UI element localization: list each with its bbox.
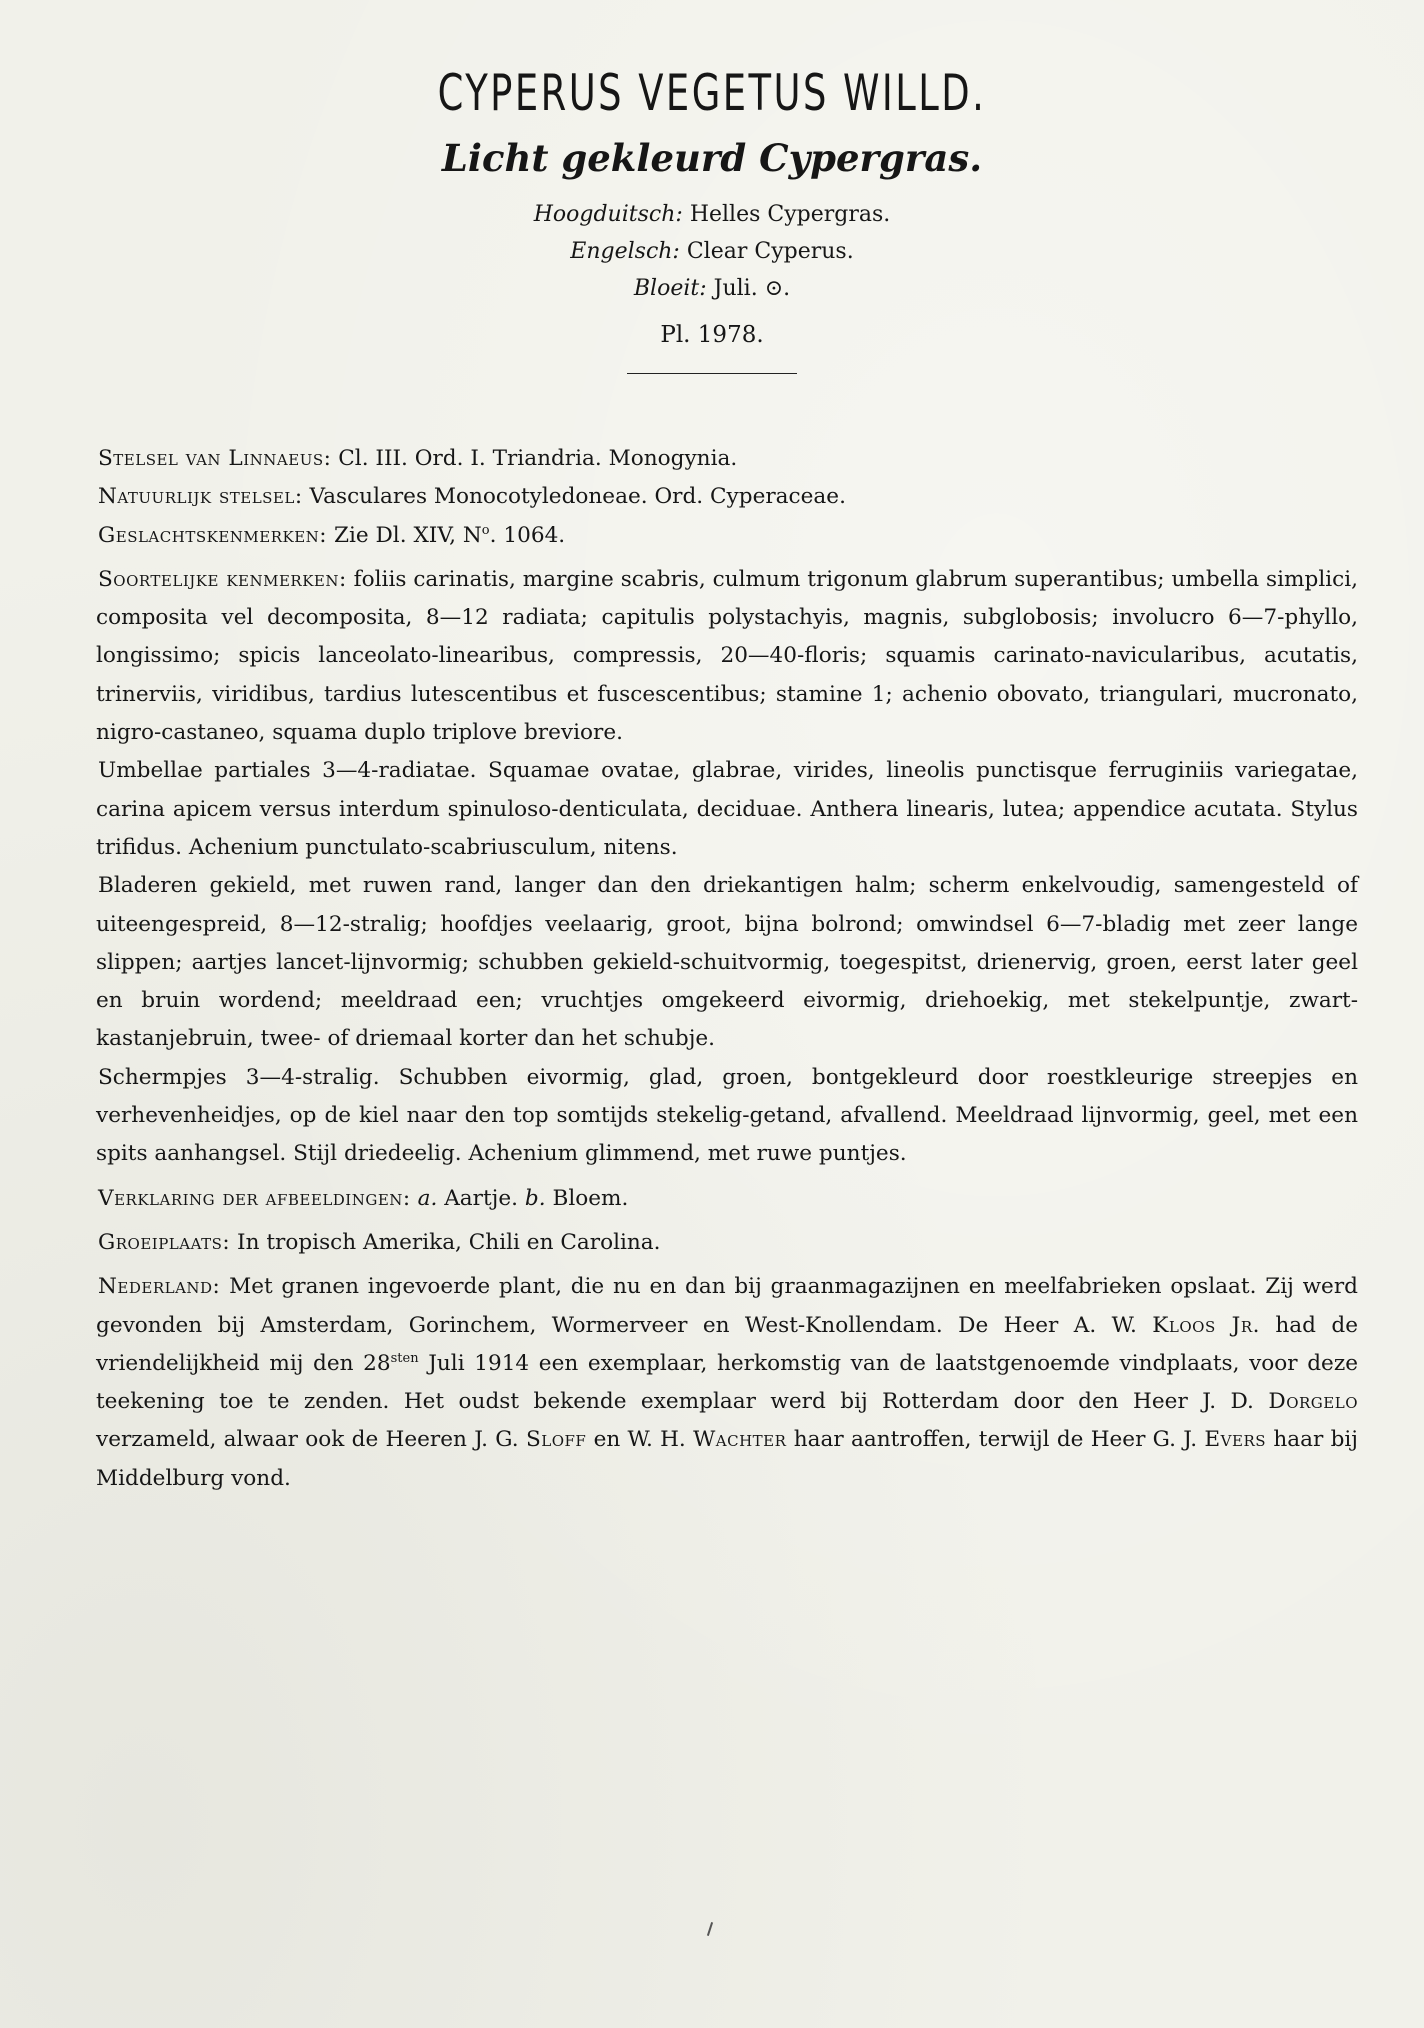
geslacht-label: Geslachtskenmerken:	[98, 522, 328, 548]
paragraph-geslacht	[96, 517, 1358, 555]
paragraph-stelsel	[96, 440, 1358, 478]
geslacht-sup: o	[481, 522, 490, 538]
name-english-value: Clear Cyperus.	[686, 239, 854, 264]
verklaring-a: a.	[417, 1185, 438, 1211]
person-kloos: Kloos Jr.	[1152, 1312, 1260, 1338]
name-german-label: Hoogduitsch:	[533, 202, 683, 227]
person-evers: Evers	[1204, 1427, 1267, 1453]
person-dorgelo: Dorgelo	[1268, 1389, 1358, 1415]
body-text	[96, 440, 1358, 1504]
groeiplaats-label: Groeiplaats:	[98, 1229, 231, 1255]
paragraph-schermpjes	[96, 1059, 1358, 1174]
plate-number: Pl. 1978.	[660, 322, 764, 348]
nederland-text-2: had de vriendelijkheid mij den 28	[96, 1312, 1358, 1376]
umbellae-text: Umbellae partiales 3—4-radiatae. Squamae ovatae, glabrae, virides, lineolis punctisque ferruginiis variegatae, carina apicem versus interdum spinuloso-denticulata, deciduae. Anthera linearis, lutea; appendice acutata. Stylus trifidus. Achenium punctulato-scabriusculum, nitens.	[96, 758, 1358, 860]
verklaring-b-text: Bloem.	[552, 1185, 629, 1211]
divider-rule	[627, 373, 797, 374]
stelsel-label: Stelsel van Linnaeus:	[98, 446, 332, 471]
species-title: CYPERUS VEGETUS WILLD.	[437, 64, 987, 122]
soortelijke-text: foliis carinatis, margine scabris, culmum trigonum glabrum superantibus; umbella simplici, composita vel decomposita, 8—12 radiata; capitulis polystachyis, magnis, subglobosis; involucro 6—7-phyllo, longissimo; spicis lanceolato-linearibus, compressis, 20—40-floris; squamis carinato-navicularibus, acutatis, trinerviis, viridibus, tardius lutescentibus et fuscescentibus; stamine 1; achenio obovato, triangulari, mucronato, nigro-castaneo, squama duplo triplove breviore.	[96, 566, 1358, 746]
dutch-common-name: Licht gekleurd Cypergras.	[441, 136, 983, 180]
paragraph-verklaring	[96, 1180, 1358, 1218]
name-english	[0, 233, 1424, 270]
verklaring-a-text: Aartje.	[444, 1185, 519, 1211]
flowering	[0, 270, 1424, 307]
title-block	[0, 62, 1424, 374]
nederland-text-6: haar aantroffen, terwijl de Heer G. J.	[786, 1427, 1205, 1453]
natuurlijk-text: Vasculares Monocotyledoneae. Ord. Cyperaceae.	[309, 484, 846, 510]
nederland-text-4: verzameld, alwaar ook de Heeren J. G.	[96, 1427, 526, 1453]
natuurlijk-label: Natuurlijk stelsel:	[98, 484, 303, 510]
geslacht-text: Zie Dl. XIV, N	[333, 522, 482, 548]
name-english-label: Engelsch:	[570, 239, 680, 264]
person-sloff: Sloff	[525, 1427, 587, 1453]
paragraph-soortelijke	[96, 561, 1358, 752]
name-german-value: Helles Cypergras.	[689, 202, 891, 227]
verklaring-b: b.	[524, 1185, 546, 1211]
page-mark	[707, 1922, 713, 1936]
nederland-text-3: Juli 1914 een exemplaar, herkomstig van de laatstgenoemde vindplaats, voor deze teekening toe te zenden. Het oudst bekende exemplaar werd bij Rotterdam door den Heer J. D.	[96, 1350, 1358, 1415]
paragraph-nederland	[96, 1268, 1358, 1498]
person-wachter: Wachter	[693, 1427, 787, 1453]
common-names	[0, 196, 1424, 307]
soortelijke-label: Soortelijke kenmerken:	[98, 566, 347, 592]
name-german	[0, 196, 1424, 233]
flowering-label: Bloeit:	[633, 276, 707, 301]
stelsel-text: Cl. III. Ord. I. Triandria. Monogynia.	[338, 446, 738, 471]
nederland-sup: sten	[390, 1350, 419, 1366]
verklaring-label: Verklaring der afbeeldingen:	[98, 1185, 411, 1211]
paragraph-umbellae	[96, 752, 1358, 867]
paragraph-groeiplaats	[96, 1224, 1358, 1262]
geslacht-text-after: . 1064.	[489, 522, 566, 548]
groeiplaats-text: In tropisch Amerika, Chili en Carolina.	[237, 1229, 661, 1255]
nederland-text-1: Met granen ingevoerde plant, die nu en dan bij graanmagazijnen en meelfabrieken opslaat. Zij werd gevonden bij Amsterdam, Gorinchem, Wormerveer en West-Knollendam. De Heer A. W.	[96, 1274, 1358, 1338]
nederland-label: Nederland:	[98, 1274, 221, 1300]
nederland-text-7: haar bij Middelburg vond.	[96, 1427, 1358, 1491]
schermpjes-text: Schermpjes 3—4-stralig. Schubben eivormig, glad, groen, bontgekleurd door roestkleurige streepjes en verhevenheidjes, op de kiel naar den top somtijds stekelig-getand, afvallend. Meeldraad lijnvormig, geel, met een spits aanhangsel. Stijl driedeelig. Achenium glimmend, met ruwe puntjes.	[96, 1064, 1358, 1167]
nederland-text-5: en W. H.	[586, 1427, 694, 1453]
paragraph-bladeren	[96, 867, 1358, 1058]
flowering-value: Juli. ⊙.	[713, 276, 791, 301]
paragraph-natuurlijk	[96, 478, 1358, 516]
bladeren-text: Bladeren gekield, met ruwen rand, langer dan den driekantigen halm; scherm enkelvoudig, samengesteld of uiteengespreid, 8—12-stralig; hoofdjes veelaarig, groot, bijna bolrond; omwindsel 6—7-bladig met zeer lange slippen; aartjes lancet-lijnvormig; schubben gekield-schuitvormig, toegespitst, drienervig, groen, eerst later geel en bruin wordend; meeldraad een; vruchtjes omgekeerd eivormig, driehoekig, met stekelpuntje, zwart-kastanjebruin, twee- of driemaal korter dan het schubje.	[96, 873, 1358, 1052]
